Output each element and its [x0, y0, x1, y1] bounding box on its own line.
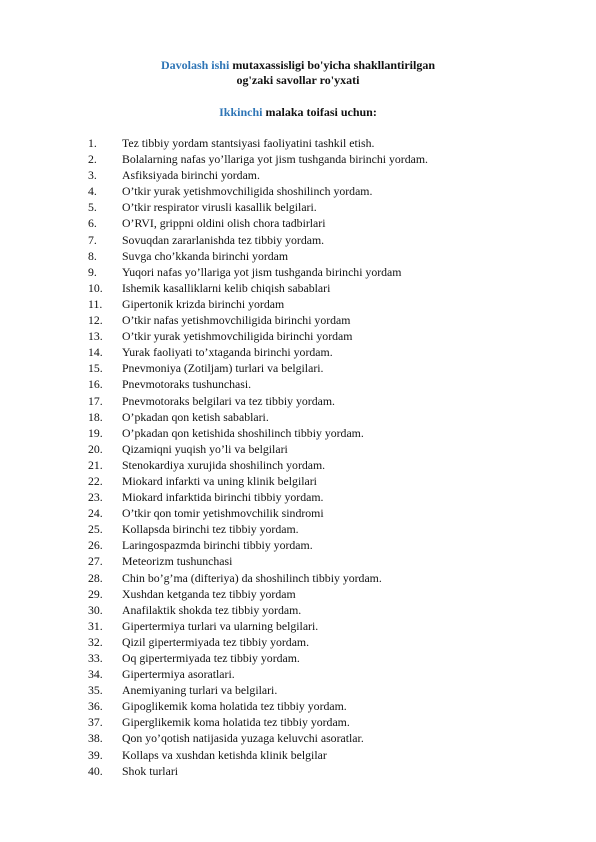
subtitle-rest-text: malaka toifasi uchun: — [262, 105, 377, 119]
list-item-text: O’tkir respirator virusli kasallik belgilari. — [122, 200, 317, 215]
list-item-text: Miokard infarkti va uning klinik belgilari — [122, 473, 317, 488]
list-item-number: 8. — [88, 248, 97, 263]
list-item-number: 20. — [88, 441, 103, 456]
list-item — [88, 602, 558, 618]
list-item — [88, 360, 558, 376]
list-item-text: Qizil gipertermiyada tez tibbiy yordam. — [122, 634, 310, 649]
list-item-number: 5. — [88, 200, 97, 215]
list-item-text: Tez tibbiy yordam stantsiyasi faoliyatini tashkil etish. — [122, 136, 375, 150]
subtitle-accent-text: Ikkinchi — [219, 105, 263, 119]
list-item — [88, 457, 558, 473]
list-item-text: Anemiyaning turlari va belgilari. — [122, 683, 278, 698]
list-item-text: O’tkir nafas yetishmovchiligida birinchi yordam — [122, 313, 351, 328]
list-item-number: 18. — [88, 409, 103, 424]
list-item-text: Gipertonik krizda birinchi yordam — [122, 296, 285, 311]
list-item — [88, 553, 558, 569]
list-item-number: 6. — [88, 216, 97, 231]
list-item — [88, 376, 558, 392]
document-title-line-2: og'zaki savollar ro'yxati — [236, 73, 360, 87]
list-item — [88, 763, 558, 779]
list-item-text: Chin bo’g’ma (difteriya) da shoshilinch tibbiy yordam. — [122, 570, 382, 585]
list-item — [88, 280, 558, 296]
list-item — [88, 328, 558, 344]
list-item-number: 31. — [88, 618, 103, 633]
list-item — [88, 441, 558, 457]
document-title-line-1 — [0, 58, 596, 73]
list-item-text: Gipoglikemik koma holatida tez tibbiy yordam. — [122, 699, 347, 714]
list-item — [88, 537, 558, 553]
list-item-text: Laringospazmda birinchi tibbiy yordam. — [122, 538, 313, 553]
list-item-number: 25. — [88, 522, 103, 537]
list-item-text: Sovuqdan zararlanishda tez tibbiy yordam. — [122, 232, 325, 247]
list-item-number: 32. — [88, 634, 103, 649]
list-item-number: 16. — [88, 377, 103, 392]
list-item — [88, 570, 558, 586]
list-item — [88, 151, 558, 167]
list-item-number: 24. — [88, 506, 103, 521]
list-item-number: 26. — [88, 538, 103, 553]
list-item — [88, 232, 558, 248]
list-item — [88, 521, 558, 537]
list-item — [88, 650, 558, 666]
list-item-text: Kollapsda birinchi tez tibbiy yordam. — [122, 522, 299, 537]
list-item-number: 37. — [88, 715, 103, 730]
list-item-number: 9. — [88, 264, 97, 279]
list-item-number: 34. — [88, 667, 103, 682]
list-item-number: 13. — [88, 329, 103, 344]
list-item-number: 38. — [88, 731, 103, 746]
list-item-number: 30. — [88, 602, 103, 617]
list-item-number: 4. — [88, 184, 97, 199]
list-item-number: 29. — [88, 586, 103, 601]
list-item — [88, 586, 558, 602]
list-item-text: Pnevmoniya (Zotiljam) turlari va belgilari. — [122, 361, 324, 376]
document-subtitle — [0, 105, 596, 120]
list-item-text: Anafilaktik shokda tez tibbiy yordam. — [122, 602, 302, 617]
list-item — [88, 634, 558, 650]
list-item-number: 35. — [88, 683, 103, 698]
list-item — [88, 747, 558, 763]
list-item — [88, 344, 558, 360]
list-item-number: 3. — [88, 168, 97, 183]
list-item-number: 39. — [88, 747, 103, 762]
list-item-number: 2. — [88, 152, 97, 167]
list-item — [88, 183, 558, 199]
list-item — [88, 167, 558, 183]
list-item — [88, 425, 558, 441]
list-item-text: Gipertermiya turlari va ularning belgilari. — [122, 618, 319, 633]
list-item-number: 10. — [88, 280, 103, 295]
list-item-text: Xushdan ketganda tez tibbiy yordam — [122, 586, 296, 601]
list-item-number: 14. — [88, 345, 103, 360]
list-item-text: Miokard infarktida birinchi tibbiy yordam. — [122, 490, 324, 505]
title-rest-text: mutaxassisligi bo'yicha shakllantirilgan — [229, 58, 436, 72]
list-item-text: Yuqori nafas yo’llariga yot jism tushganda birinchi yordam — [122, 264, 402, 279]
list-item-text: Shok turlari — [122, 763, 179, 778]
list-item-text: Stenokardiya xurujida shoshilinch yordam. — [122, 457, 326, 472]
list-item-text: Asfiksiyada birinchi yordam. — [122, 168, 260, 183]
list-item — [88, 393, 558, 409]
list-item-text: Ishemik kasalliklarni kelib chiqish sabablari — [122, 280, 331, 295]
list-item — [88, 618, 558, 634]
list-item-number: 19. — [88, 425, 103, 440]
list-item — [88, 312, 558, 328]
list-item-number: 27. — [88, 554, 103, 569]
list-item — [88, 666, 558, 682]
list-item-text: Bolalarning nafas yo’llariga yot jism tushganda birinchi yordam. — [122, 152, 428, 167]
list-item-number: 36. — [88, 699, 103, 714]
list-item-number: 7. — [88, 232, 97, 247]
list-item-text: Pnevmotoraks tushunchasi. — [122, 377, 252, 392]
title-accent-text: Davolash ishi — [160, 58, 230, 72]
list-item-number: 33. — [88, 651, 103, 665]
list-item-text: Kollaps va xushdan ketishda klinik belgilar — [122, 747, 327, 762]
list-item — [88, 296, 558, 312]
list-item — [88, 248, 558, 264]
list-item-text: O’tkir qon tomir yetishmovchilik sindromi — [122, 506, 324, 521]
list-item-number: 12. — [88, 313, 103, 328]
list-item-text: O’tkir yurak yetishmovchiligida birinchi yordam — [122, 329, 353, 344]
list-item-text: Gipertermiya asoratlari. — [122, 667, 235, 682]
list-item-text: O’tkir yurak yetishmovchiligida shoshilinch yordam. — [122, 184, 373, 199]
list-item — [88, 409, 558, 425]
list-item-text: O’pkadan qon ketishida shoshilinch tibbiy yordam. — [122, 425, 364, 440]
list-item — [88, 135, 558, 151]
list-item — [88, 215, 558, 231]
list-item-text: Qizamiqni yuqish yo’li va belgilari — [122, 441, 288, 456]
list-item-number: 40. — [88, 763, 103, 778]
list-item — [88, 730, 558, 746]
list-item-text: Giperglikemik koma holatida tez tibbiy yordam. — [122, 715, 350, 730]
list-item-text: Qon yo’qotish natijasida yuzaga keluvchi asoratlar. — [122, 731, 364, 746]
list-item-text: Suvga cho’kkanda birinchi yordam — [122, 248, 289, 263]
list-item-number: 21. — [88, 457, 103, 472]
list-item-number: 17. — [88, 393, 103, 408]
list-item — [88, 489, 558, 505]
list-item-text: O’pkadan qon ketish sabablari. — [122, 409, 269, 424]
list-item-number: 23. — [88, 490, 103, 505]
list-item — [88, 714, 558, 730]
list-item-number: 15. — [88, 361, 103, 376]
list-item-number: 1. — [88, 136, 97, 150]
list-item — [88, 682, 558, 698]
list-item — [88, 473, 558, 489]
list-item-text: Meteorizm tushunchasi — [122, 554, 233, 569]
list-item-text: O’RVI, grippni oldini olish chora tadbirlari — [122, 216, 326, 231]
list-item-number: 22. — [88, 473, 103, 488]
list-item-text: Pnevmotoraks belgilari va tez tibbiy yordam. — [122, 393, 335, 408]
question-list — [88, 135, 558, 779]
list-item-text: Oq gipertermiyada tez tibbiy yordam. — [122, 651, 300, 665]
list-item-number: 28. — [88, 570, 103, 585]
list-item — [88, 264, 558, 280]
list-item — [88, 698, 558, 714]
list-item-number: 11. — [88, 296, 103, 311]
list-item — [88, 199, 558, 215]
list-item — [88, 505, 558, 521]
list-item-text: Yurak faoliyati to’xtaganda birinchi yordam. — [122, 345, 333, 360]
